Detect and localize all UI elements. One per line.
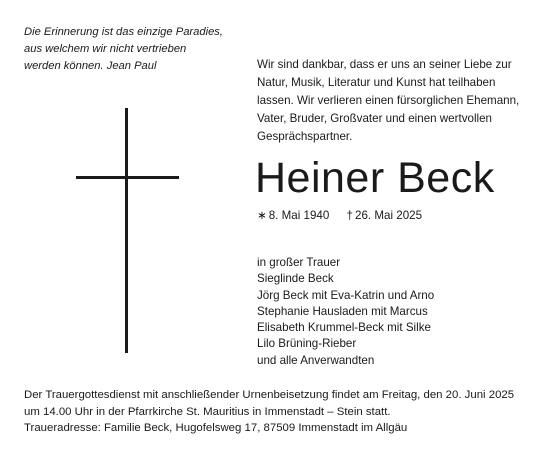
gratitude-line: Gesprächspartner. bbox=[257, 130, 353, 143]
mourners-list bbox=[257, 255, 532, 369]
birth-star-icon: ∗ bbox=[257, 209, 267, 222]
quote-line: aus welchem wir nicht vertrieben bbox=[24, 43, 187, 55]
gratitude-text bbox=[257, 56, 532, 146]
epigraph-quote bbox=[24, 24, 239, 75]
mourner-line: Sieglinde Beck bbox=[257, 272, 334, 286]
quote-line: Die Erinnerung ist das einzige Paradies, bbox=[24, 26, 223, 38]
deceased-name: Heiner Beck bbox=[255, 154, 495, 202]
footer-line: um 14.00 Uhr in der Pfarrkirche St. Mauritius in Immenstadt – Stein statt. bbox=[24, 405, 391, 418]
mourner-line: Lilo Brüning-Rieber bbox=[257, 337, 357, 351]
birth-date: 8. Mai 1940 bbox=[268, 209, 330, 222]
quote-line: werden können. Jean Paul bbox=[24, 60, 157, 72]
footer-line: Der Trauergottesdienst mit anschließender Urnenbeisetzung findet am Freitag, den 20. Juni 2025 bbox=[24, 389, 515, 401]
gratitude-line: Vater, Bruder, Großvater und einen wertvollen bbox=[257, 112, 493, 125]
service-information bbox=[24, 387, 544, 437]
cross-vertical-bar bbox=[125, 108, 128, 353]
gratitude-line: Natur, Musik, Literatur und Kunst hat teilhaben bbox=[257, 76, 496, 89]
life-dates bbox=[257, 208, 422, 224]
mourner-line: Jörg Beck mit Eva-Katrin und Arno bbox=[257, 288, 435, 302]
cross-horizontal-bar bbox=[76, 176, 179, 179]
gratitude-line: Wir sind dankbar, dass er uns an seiner Liebe zur bbox=[257, 58, 512, 71]
mourner-line: und alle Anverwandten bbox=[257, 353, 375, 367]
mourner-line: in großer Trauer bbox=[257, 256, 341, 269]
footer-line: Traueradresse: Familie Beck, Hugofelsweg 17, 87509 Immenstadt im Allgäu bbox=[24, 422, 408, 434]
cross-icon bbox=[76, 108, 216, 353]
death-cross-icon: † bbox=[346, 209, 353, 222]
death-date: 26. Mai 2025 bbox=[355, 209, 423, 222]
gratitude-line: lassen. Wir verlieren einen fürsorglichen Ehemann, bbox=[257, 94, 520, 107]
mourner-line: Elisabeth Krummel-Beck mit Silke bbox=[257, 321, 431, 335]
mourner-line: Stephanie Hausladen mit Marcus bbox=[257, 304, 428, 318]
